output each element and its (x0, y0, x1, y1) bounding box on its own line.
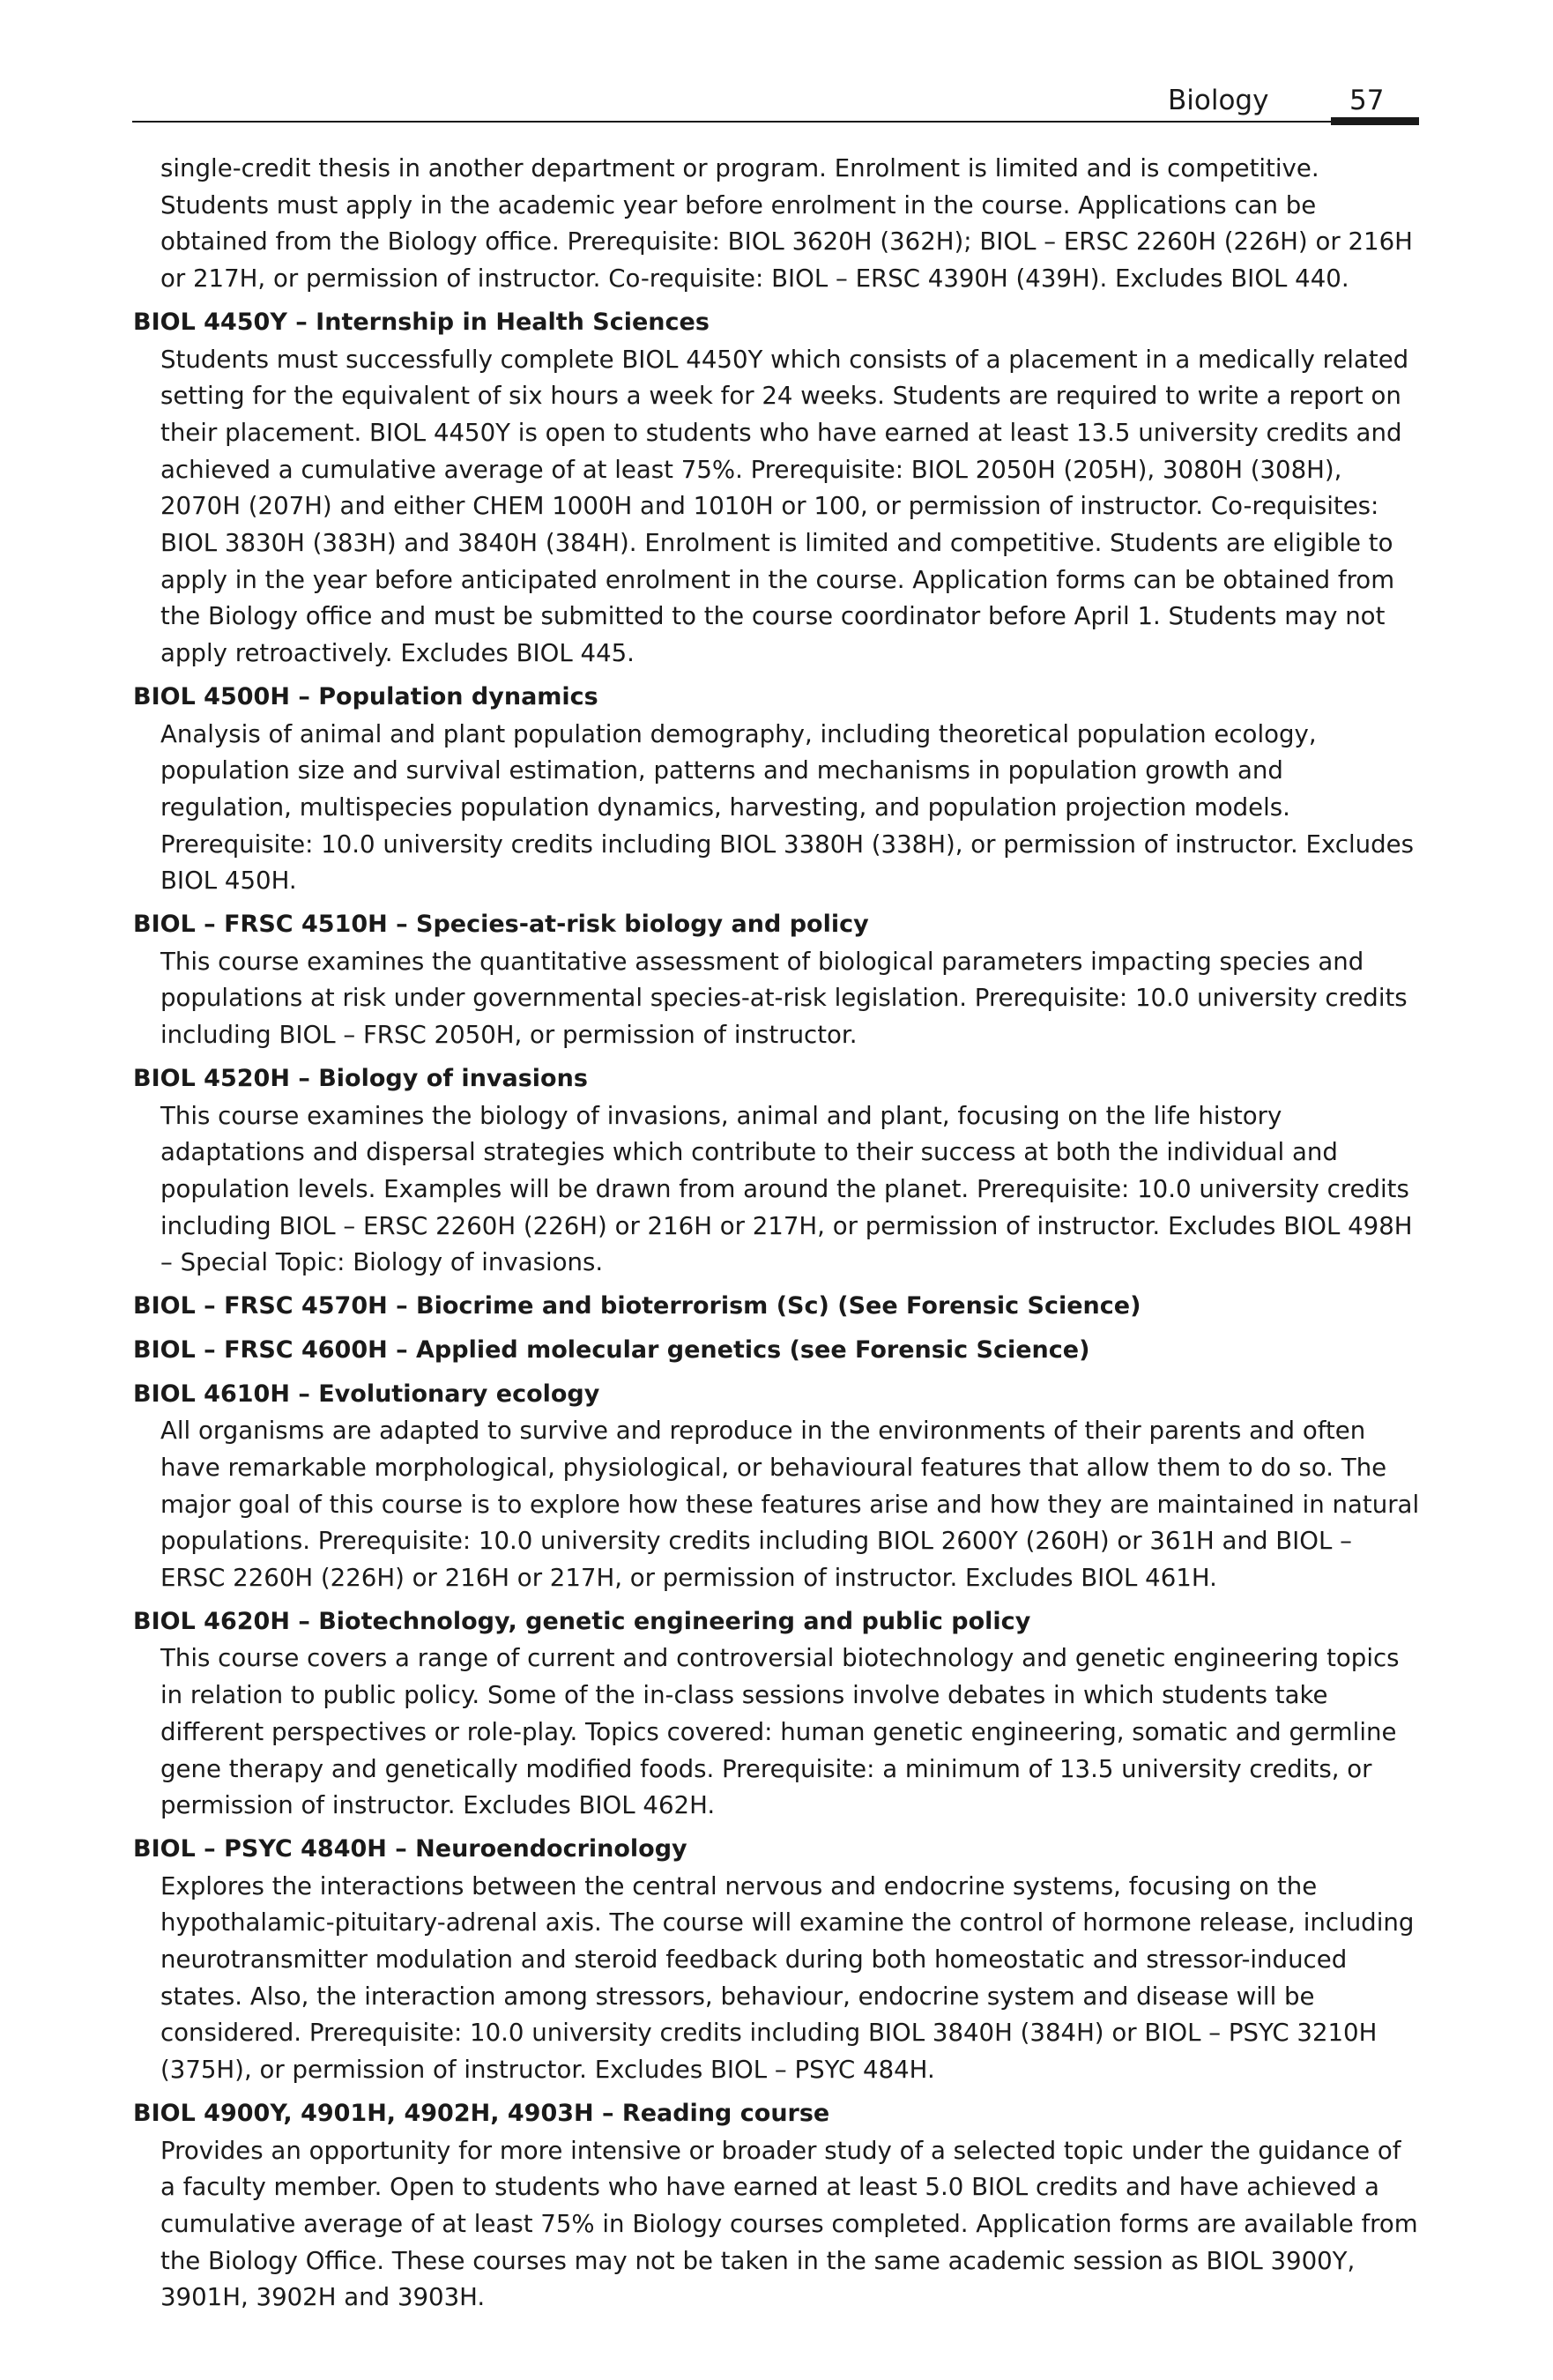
course-entry (133, 304, 1422, 672)
course-title: BIOL – FRSC 4600H – Applied molecular genetics (see Forensic Science) (133, 1335, 1090, 1364)
section-name: Biology (1168, 85, 1269, 116)
course-description: All organisms are adapted to survive and reproduce in the environments of their parents and often have remarkable morphological, physiological, or behavioural features that allow them to do so. The major goal of this course is to explore how these features arise and how they are maintained in natural populations. Prerequisite: 10.0 university credits including BIOL 2600Y (260H) or 361H and BIOL – ERSC 2260H (226H) or 216H or 217H, or permission of instructor. Excludes BIOL 461H. (160, 1416, 1420, 1593)
running-header (1168, 81, 1423, 120)
course-description: Analysis of animal and plant population demography, including theoretical population ecology, population size and survival estimation, patterns and mechanisms in population growth and regulation, multispecies population dynamics, harvesting, and population projection models. Prerequisite: 10.0 university credits including BIOL 3380H (338H), or permission of instructor. Excludes BIOL 450H. (160, 718, 1414, 896)
header-rule (132, 121, 1415, 123)
course-title: BIOL 4900Y, 4901H, 4902H, 4903H – Reading course (133, 2099, 830, 2127)
course-title: BIOL 4500H – Population dynamics (133, 682, 598, 710)
page-number: 57 (1349, 85, 1385, 116)
course-entry (133, 2095, 1422, 2316)
continued-description: single-credit thesis in another department or program. Enrolment is limited and is competitive. Students must apply in the academic year before enrolment in the course. Applications can be obtained from the Biology office. Prerequisite: BIOL 3620H (362H); BIOL – ERSC 2260H (226H) or 216H or 217H, or permission of instructor. Co-requisite: BIOL – ERSC 4390H (439H). Excludes BIOL 440. (160, 153, 1413, 294)
course-entry (133, 1603, 1422, 1824)
course-entry (133, 1288, 1422, 1325)
course-title: BIOL – FRSC 4570H – Biocrime and bioterrorism (Sc) (See Forensic Science) (133, 1292, 1141, 1320)
course-description: Provides an opportunity for more intensive or broader study of a selected topic under the guidance of a faculty member. Open to students who have earned at least 5.0 BIOL credits and have achieved a cumulative average of at least 75% in Biology courses completed. Application forms are available from the Biology Office. These courses may not be taken in the same academic session as BIOL 3900Y, 3901H, 3902H and 3903H. (160, 2135, 1418, 2312)
course-entry (133, 679, 1422, 899)
course-entry (133, 1831, 1422, 2088)
course-title: BIOL – FRSC 4510H – Species-at-risk biology and policy (133, 911, 869, 939)
course-title: BIOL 4520H – Biology of invasions (133, 1064, 588, 1092)
course-description: Explores the interactions between the central nervous and endocrine systems, focusing on the hypothalamic-pituitary-adrenal axis. The course will examine the control of hormone release, including neurotransmitter modulation and steroid feedback during both homeostatic and stressor-induced states. Also, the interaction among stressors, behaviour, endocrine system and disease will be considered. Prerequisite: 10.0 university credits including BIOL 3840H (384H) or BIOL – PSYC 3210H (375H), or permission of instructor. Excludes BIOL – PSYC 484H. (160, 1871, 1415, 2085)
course-title: BIOL 4450Y – Internship in Health Sciences (133, 308, 710, 336)
course-description: This course examines the biology of invasions, animal and plant, focusing on the life history adaptations and dispersal strategies which contribute to their success at both the individual and population levels. Examples will be drawn from around the planet. Prerequisite: 10.0 university credits including BIOL – ERSC 2260H (226H) or 216H or 217H, or permission of instructor. Excludes BIOL 498H – Special Topic: Biology of invasions. (160, 1100, 1413, 1277)
course-description: Students must successfully complete BIOL 4450Y which consists of a placement in a medically related setting for the equivalent of six hours a week for 24 weeks. Students are required to write a report on their placement. BIOL 4450Y is open to students who have earned at least 13.5 university credits and achieved a cumulative average of at least 75%. Prerequisite: BIOL 2050H (205H), 3080H (308H), 2070H (207H) and either CHEM 1000H and 1010H or 100, or permission of instructor. Co-requisites: BIOL 3830H (383H) and 3840H (384H). Enrolment is limited and competitive. Students are eligible to apply in the year before anticipated enrolment in the course. Application forms can be obtained from the Biology office and must be submitted to the course coordinator before April 1. Students may not apply retroactively. Excludes BIOL 445. (160, 344, 1409, 668)
course-title: BIOL 4610H – Evolutionary ecology (133, 1380, 600, 1408)
course-entry (133, 1376, 1422, 1596)
course-entry (133, 1332, 1422, 1369)
course-description: This course examines the quantitative assessment of biological parameters impacting species and populations at risk under governmental species-at-risk legislation. Prerequisite: 10.0 university credits including BIOL – FRSC 2050H, or permission of instructor. (160, 946, 1408, 1050)
course-description: This course covers a range of current and controversial biotechnology and genetic engineering topics in relation to public policy. Some of the in-class sessions involve debates in which students take different perspectives or role-play. Topics covered: human genetic engineering, somatic and germline gene therapy and genetically modified foods. Prerequisite: a minimum of 13.5 university credits, or permission of instructor. Excludes BIOL 462H. (160, 1643, 1400, 1820)
course-title: BIOL – PSYC 4840H – Neuroendocrinology (133, 1834, 687, 1863)
course-title: BIOL 4620H – Biotechnology, genetic engineering and public policy (133, 1607, 1031, 1635)
course-listing (133, 150, 1422, 2316)
course-entry (133, 1060, 1422, 1281)
course-entry (133, 906, 1422, 1053)
page-number-bar (1331, 117, 1419, 125)
